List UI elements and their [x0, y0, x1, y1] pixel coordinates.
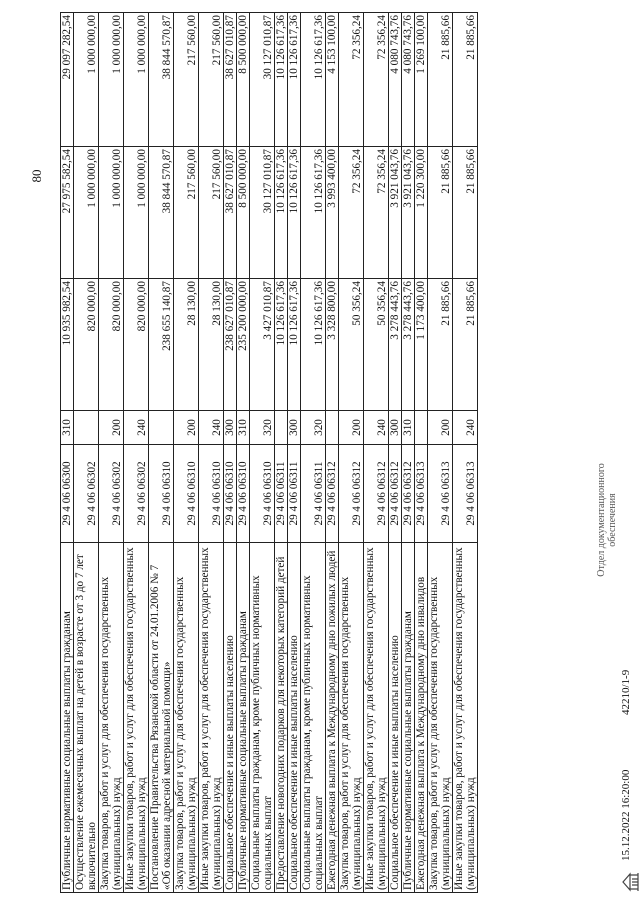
row-vr: 240	[453, 411, 478, 445]
row-code: 29 4 06 06302	[74, 445, 99, 543]
row-value-2023: 21 885,66	[428, 147, 453, 279]
row-value-2022: 3 328 800,00	[326, 279, 339, 411]
row-value-2022: 1 173 400,00	[415, 279, 428, 411]
row-value-2024: 217 560,00	[199, 13, 224, 147]
row-value-2023: 10 126 617,36	[288, 147, 301, 279]
row-value-2023: 3 921 043,76	[389, 147, 402, 279]
row-value-2022: 21 885,66	[453, 279, 478, 411]
row-value-2024: 4 153 100,00	[326, 13, 339, 147]
row-vr: 200	[428, 411, 453, 445]
row-value-2023: 8 500 000,00	[237, 147, 250, 279]
row-value-2024: 1 269 100,00	[415, 13, 428, 147]
row-value-2022: 50 356,24	[364, 279, 389, 411]
emblem-icon	[620, 871, 640, 893]
row-code: 29 4 06 06310	[224, 445, 237, 543]
row-vr: 200	[99, 411, 124, 445]
stamp-line-2: обеспечения	[607, 493, 618, 547]
page-number: 80	[29, 169, 44, 183]
row-vr: 320	[301, 411, 326, 445]
row-value-2024: 38 844 570,87	[149, 13, 174, 147]
table-row	[237, 13, 250, 893]
row-value-2024: 4 080 743,76	[402, 13, 415, 147]
row-value-2024: 1 000 000,00	[74, 13, 99, 147]
row-value-2022: 10 126 617,36	[301, 279, 326, 411]
row-value-2024: 1 000 000,00	[99, 13, 124, 147]
row-name: Социальные выплаты гражданам, кроме публичных нормативных социальных выплат	[301, 543, 326, 893]
row-name: Предоставление новогодних подарков для некоторых категорий детей	[275, 543, 288, 893]
row-value-2022: 50 356,24	[339, 279, 364, 411]
row-name: Закупка товаров, работ и услуг для обеспечения государственных (муниципальных) нужд	[174, 543, 199, 893]
row-vr	[275, 411, 288, 445]
row-vr: 310	[402, 411, 415, 445]
stamp-line-1: Отдел документационного	[596, 463, 607, 577]
table-row	[339, 13, 364, 893]
table-row	[415, 13, 428, 893]
row-value-2023: 3 921 043,76	[402, 147, 415, 279]
row-code: 29 4 06 06302	[99, 445, 124, 543]
table-row	[99, 13, 124, 893]
department-stamp	[596, 435, 618, 605]
row-code: 29 4 06 06312	[389, 445, 402, 543]
row-value-2024: 4 080 743,76	[389, 13, 402, 147]
row-value-2022: 235 200 000,00	[237, 279, 250, 411]
row-code: 29 4 06 06302	[124, 445, 149, 543]
table-row	[174, 13, 199, 893]
row-name: Закупка товаров, работ и услуг для обеспечения государственных (муниципальных) нужд	[428, 543, 453, 893]
row-code: 29 4 06 06313	[415, 445, 428, 543]
row-code: 29 4 06 06300	[61, 445, 74, 543]
row-name: Публичные нормативные социальные выплаты гражданам	[402, 543, 415, 893]
row-name: Социальное обеспечение и иные выплаты населению	[224, 543, 237, 893]
table-row	[224, 13, 237, 893]
row-value-2023: 27 975 582,54	[61, 147, 74, 279]
row-vr: 320	[250, 411, 275, 445]
row-value-2023: 1 000 000,00	[124, 147, 149, 279]
row-name: Ежегодная денежная выплата к Международному дню пожилых людей	[326, 543, 339, 893]
row-value-2022: 3 278 443,76	[402, 279, 415, 411]
row-value-2023: 72 356,24	[364, 147, 389, 279]
row-name: Социальное обеспечение и иные выплаты населению	[288, 543, 301, 893]
footer-doc-id: 42210/1-9	[620, 669, 632, 715]
row-code: 29 4 06 06312	[402, 445, 415, 543]
row-code: 29 4 06 06311	[275, 445, 288, 543]
table-row	[301, 13, 326, 893]
row-value-2022: 28 130,00	[199, 279, 224, 411]
row-name: Осуществление ежемесячных выплат на детей в возрасте от 3 до 7 лет включительно	[74, 543, 99, 893]
row-value-2024: 1 000 000,00	[124, 13, 149, 147]
row-vr	[74, 411, 99, 445]
row-value-2023: 217 560,00	[199, 147, 224, 279]
budget-table	[60, 12, 478, 893]
row-value-2022: 3 427 010,87	[250, 279, 275, 411]
row-value-2023: 10 126 617,36	[275, 147, 288, 279]
row-value-2023: 217 560,00	[174, 147, 199, 279]
row-value-2023: 3 993 400,00	[326, 147, 339, 279]
row-vr	[326, 411, 339, 445]
row-vr: 240	[124, 411, 149, 445]
row-code: 29 4 06 06312	[364, 445, 389, 543]
table-row	[326, 13, 339, 893]
table-row	[389, 13, 402, 893]
table-row	[149, 13, 174, 893]
row-code: 29 4 06 06312	[326, 445, 339, 543]
row-name: Публичные нормативные социальные выплаты гражданам	[237, 543, 250, 893]
table-row	[453, 13, 478, 893]
row-value-2022: 820 000,00	[99, 279, 124, 411]
row-value-2023: 10 126 617,36	[301, 147, 326, 279]
row-code: 29 4 06 06310	[237, 445, 250, 543]
row-vr: 300	[288, 411, 301, 445]
row-value-2024: 21 885,66	[453, 13, 478, 147]
row-vr	[149, 411, 174, 445]
row-code: 29 4 06 06313	[453, 445, 478, 543]
table-row	[288, 13, 301, 893]
row-value-2023: 30 127 010,87	[250, 147, 275, 279]
table-row	[275, 13, 288, 893]
row-value-2023: 1 000 000,00	[74, 147, 99, 279]
row-value-2022: 820 000,00	[124, 279, 149, 411]
table-row	[199, 13, 224, 893]
table-row	[428, 13, 453, 893]
table-row	[124, 13, 149, 893]
budget-table-body	[61, 13, 478, 893]
row-value-2022: 28 130,00	[174, 279, 199, 411]
row-value-2024: 10 126 617,36	[275, 13, 288, 147]
row-value-2023: 38 844 570,87	[149, 147, 174, 279]
row-vr: 300	[224, 411, 237, 445]
row-vr: 310	[61, 411, 74, 445]
row-name: Иные закупки товаров, работ и услуг для обеспечения государственных (муниципальных) нужд	[199, 543, 224, 893]
row-value-2024: 29 097 282,54	[61, 13, 74, 147]
row-vr: 240	[364, 411, 389, 445]
footer-datetime: 15.12.2022 16:20:00	[620, 769, 632, 861]
row-name: Закупка товаров, работ и услуг для обеспечения государственных (муниципальных) нужд	[99, 543, 124, 893]
row-code: 29 4 06 06310	[174, 445, 199, 543]
row-value-2024: 217 560,00	[174, 13, 199, 147]
row-value-2024: 38 627 010,87	[224, 13, 237, 147]
row-code: 29 4 06 06310	[199, 445, 224, 543]
row-code: 29 4 06 06310	[149, 445, 174, 543]
row-value-2024: 21 885,66	[428, 13, 453, 147]
row-value-2023: 21 885,66	[453, 147, 478, 279]
row-name: Иные закупки товаров, работ и услуг для обеспечения государственных (муниципальных) нужд	[124, 543, 149, 893]
row-value-2022: 10 935 982,54	[61, 279, 74, 411]
row-name: Иные закупки товаров, работ и услуг для обеспечения государственных (муниципальных) нужд	[364, 543, 389, 893]
row-value-2022: 21 885,66	[428, 279, 453, 411]
row-name: Социальные выплаты гражданам, кроме публичных нормативных социальных выплат	[250, 543, 275, 893]
row-code: 29 4 06 06312	[339, 445, 364, 543]
row-value-2023: 1 000 000,00	[99, 147, 124, 279]
row-value-2024: 30 127 010,87	[250, 13, 275, 147]
row-vr: 240	[199, 411, 224, 445]
row-value-2024: 72 356,24	[364, 13, 389, 147]
row-value-2023: 1 220 300,00	[415, 147, 428, 279]
row-value-2022: 3 278 443,76	[389, 279, 402, 411]
table-row	[61, 13, 74, 893]
row-value-2024: 10 126 617,36	[301, 13, 326, 147]
row-name: Иные закупки товаров, работ и услуг для обеспечения государственных (муниципальных) нужд	[453, 543, 478, 893]
table-row	[402, 13, 415, 893]
row-name: Ежегодная денежная выплата к Международному дню инвалидов	[415, 543, 428, 893]
row-value-2022: 820 000,00	[74, 279, 99, 411]
row-code: 29 4 06 06310	[250, 445, 275, 543]
row-value-2022: 10 126 617,36	[288, 279, 301, 411]
row-code: 29 4 06 06313	[428, 445, 453, 543]
row-name: Постановление Правительства Рязанской области от 24.01.2006 № 7 «Об оказании адресной материальной помощи»	[149, 543, 174, 893]
row-value-2022: 238 655 140,87	[149, 279, 174, 411]
row-code: 29 4 06 06311	[301, 445, 326, 543]
row-vr: 310	[237, 411, 250, 445]
row-value-2023: 72 356,24	[339, 147, 364, 279]
row-name: Закупка товаров, работ и услуг для обеспечения государственных (муниципальных) нужд	[339, 543, 364, 893]
row-code: 29 4 06 06311	[288, 445, 301, 543]
row-vr: 200	[339, 411, 364, 445]
row-name: Социальное обеспечение и иные выплаты населению	[389, 543, 402, 893]
row-value-2022: 10 126 617,36	[275, 279, 288, 411]
table-row	[74, 13, 99, 893]
row-value-2023: 38 627 010,87	[224, 147, 237, 279]
row-vr	[415, 411, 428, 445]
table-row	[250, 13, 275, 893]
table-row	[364, 13, 389, 893]
row-vr: 300	[389, 411, 402, 445]
row-value-2024: 72 356,24	[339, 13, 364, 147]
row-vr: 200	[174, 411, 199, 445]
row-value-2024: 10 126 617,36	[288, 13, 301, 147]
row-name: Публичные нормативные социальные выплаты гражданам	[61, 543, 74, 893]
row-value-2022: 238 627 010,87	[224, 279, 237, 411]
row-value-2024: 8 500 000,00	[237, 13, 250, 147]
